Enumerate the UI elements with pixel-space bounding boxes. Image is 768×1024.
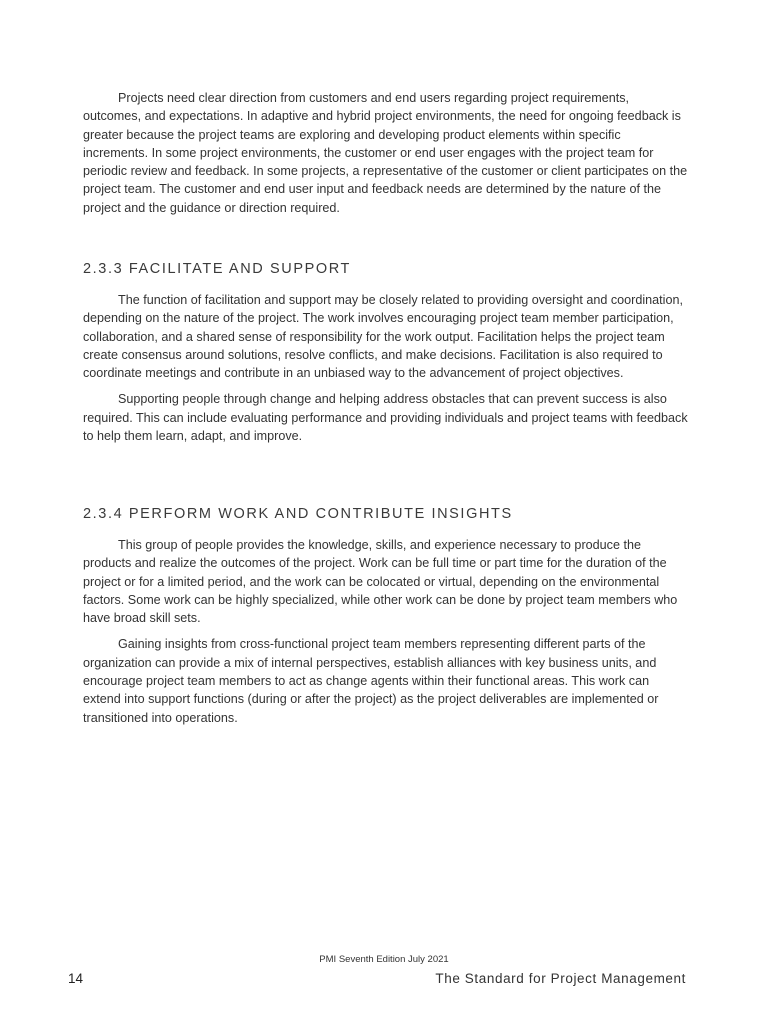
section-2-3-3-paragraph-1: The function of facilitation and support may be closely related to providing oversight and coordination, depending on the nature of the project. The work involves encouraging project team member participation, collaboration, and a shared sense of responsibility for the work output. Facilitation helps the project team create consensus around solutions, resolve conflicts, and make decisions. Facilitation is also required to coordinate meetings and contribute in an unbiased way to the advancement of project objectives.	[83, 293, 683, 381]
footer-edition: PMI Seventh Edition July 2021	[319, 954, 449, 965]
section-2-3-3-paragraph-2: Supporting people through change and helping address obstacles that can prevent success is also required. This can include evaluating performance and providing individuals and project teams with feedback to help them learn, adapt, and improve.	[83, 392, 688, 444]
footer-book-title: The Standard for Project Management	[435, 971, 686, 986]
intro-paragraph-1: Projects need clear direction from customers and end users regarding project requirements, outcomes, and expectations. In adaptive and hybrid project environments, the need for ongoing feedback is greater because the project teams are exploring and developing product elements within specific increments. In some project environments, the customer or end user engages with the project team for periodic review and feedback. In some projects, a representative of the customer or client participates on the project team. The customer and end user input and feedback needs are determined by the nature of the project and the guidance or direction required.	[83, 91, 688, 215]
section-2-3-3-body	[83, 291, 688, 445]
section-2-3-4-paragraph-2: Gaining insights from cross-functional project team members representing different parts of the organization can provide a mix of internal perspectives, establish alliances with key business units, and encourage project team members to act as change agents within their functional areas. This work can extend into support functions (during or after the project) as the project deliverables are implemented or transitioned into operations.	[83, 637, 659, 725]
intro-section	[83, 89, 688, 217]
page-number: 14	[68, 971, 84, 986]
section-heading-2-3-4: 2.3.4 PERFORM WORK AND CONTRIBUTE INSIGHTS	[83, 506, 513, 522]
section-2-3-4-paragraph-1: This group of people provides the knowledge, skills, and experience necessary to produce the products and realize the outcomes of the project. Work can be full time or part time for the duration of the project or for a limited period, and the work can be colocated or virtual, depending on the environmental factors. Some work can be highly specialized, while other work can be done by project team members who have broad skill sets.	[83, 538, 678, 626]
section-heading-2-3-3: 2.3.3 FACILITATE AND SUPPORT	[83, 261, 352, 277]
section-2-3-4-body	[83, 536, 688, 727]
